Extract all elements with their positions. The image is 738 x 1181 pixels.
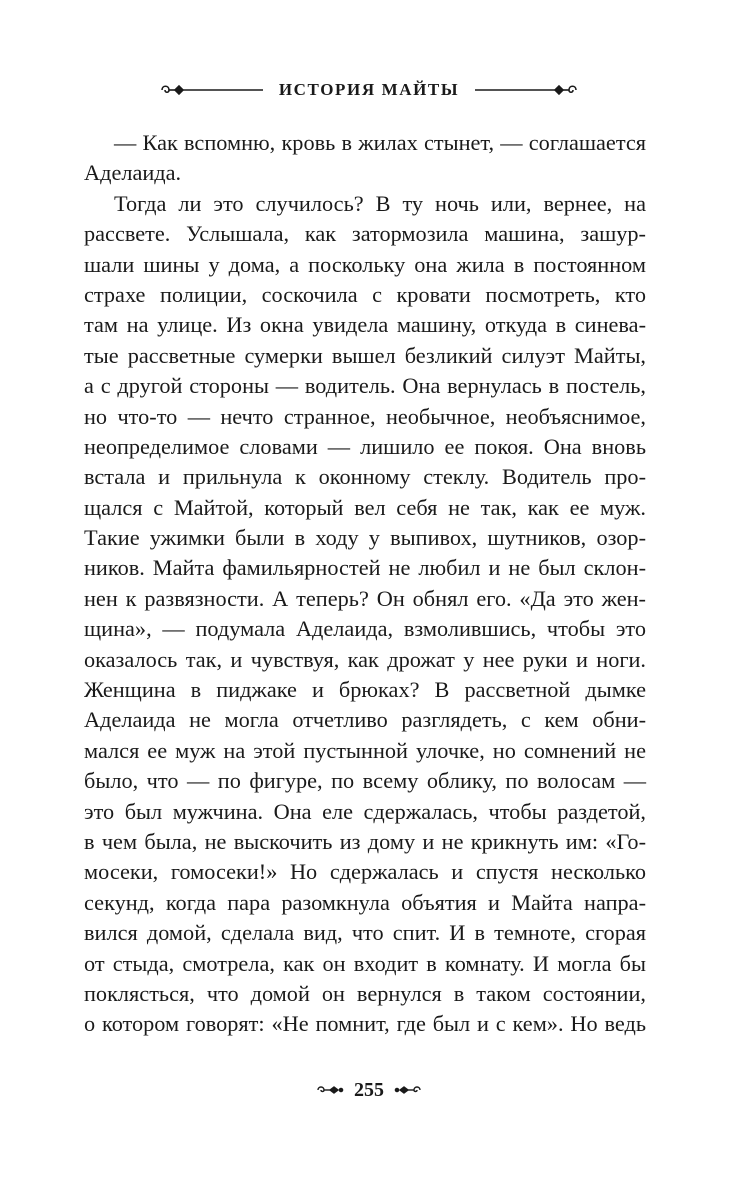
text-line: мался ее муж на этой пустынной улочке, но сомнений не	[84, 737, 646, 763]
scroll-ornament-left-icon	[159, 82, 265, 98]
text-line: мосеки, гомосеки!» Но сдержалась и спустя несколько	[84, 859, 646, 885]
text-line: Женщина в пиджаке и брюках? В рассветной дымке	[84, 677, 646, 703]
text-line: это был мужчина. Она еле сдержалась, чтобы раздетой,	[84, 798, 646, 824]
text-line: оказалось так, и чувствуя, как дрожат у нее руки и ноги.	[84, 646, 646, 672]
text-line: вился домой, сделала вид, что спит. И в темноте, сгорая	[84, 920, 646, 946]
text-line: страхе полиции, соскочила с кровати посмотреть, кто	[84, 281, 646, 307]
text-line: там на улице. Из окна увидела машину, откуда в синева-	[84, 312, 646, 338]
page-footer	[0, 1076, 738, 1104]
scroll-ornament-right-icon	[473, 82, 579, 98]
text-line: тые рассветные сумерки вышел безликий силуэт Майты,	[84, 342, 646, 368]
text-line: Такие ужимки были в ходу у выпивох, шутников, озор-	[84, 525, 646, 551]
text-line: поклясться, что домой он вернулся в таком состоянии,	[84, 980, 646, 1006]
text-line: неопределимое словами — лишило ее покоя. Она вновь	[84, 433, 646, 459]
text-line: Тогда ли это случилось? В ту ночь или, вернее, на	[114, 190, 646, 216]
text-line: нен к развязности. А теперь? Он обнял его. «Да это жен-	[84, 585, 646, 611]
folio-ornament-left-icon	[316, 1084, 344, 1096]
text-line: — Как вспомню, кровь в жилах стынет, — соглашается	[114, 130, 646, 155]
text-line: от стыда, смотрела, как он входит в комнату. И могла бы	[84, 950, 646, 976]
body-text	[84, 128, 646, 1040]
text-line: рассвете. Услышала, как затормозила машина, зашур-	[84, 221, 646, 247]
text-line: а с другой стороны — водитель. Она вернулась в постель,	[84, 373, 646, 399]
paragraph	[84, 128, 646, 189]
text-line: было, что — по фигуре, по всему облику, по волосам —	[84, 768, 646, 794]
text-line: секунд, когда пара разомкнула объятия и Майта напра-	[84, 889, 646, 915]
text-line: шали шины у дома, а поскольку она жила в постоянном	[84, 251, 646, 277]
text-line: ников. Майта фамильярностей не любил и не был склон-	[84, 555, 646, 581]
text-line: в чем была, не выскочить из дому и не крикнуть им: «Го-	[84, 828, 646, 854]
text-line: Аделаида не могла отчетливо разглядеть, с кем обни-	[84, 707, 646, 733]
text-line: но что-то — нечто странное, необычное, необъяснимое,	[84, 403, 646, 429]
folio-ornament-right-icon	[394, 1084, 422, 1096]
text-line: щался с Майтой, который вел себя не так, как ее муж.	[84, 494, 646, 520]
text-line: встала и прильнула к оконному стеклу. Водитель про-	[84, 464, 646, 490]
text-line: о котором говорят: «Не помнит, где был и с кем». Но ведь	[84, 1011, 646, 1037]
text-line: Аделаида.	[84, 160, 182, 186]
running-header	[0, 78, 738, 102]
page-number: 255	[354, 1078, 384, 1101]
paragraph	[84, 189, 646, 1040]
running-title: ИСТОРИЯ МАЙТЫ	[278, 80, 460, 99]
text-line: щина», — подумала Аделаида, взмолившись, чтобы это	[84, 616, 646, 642]
